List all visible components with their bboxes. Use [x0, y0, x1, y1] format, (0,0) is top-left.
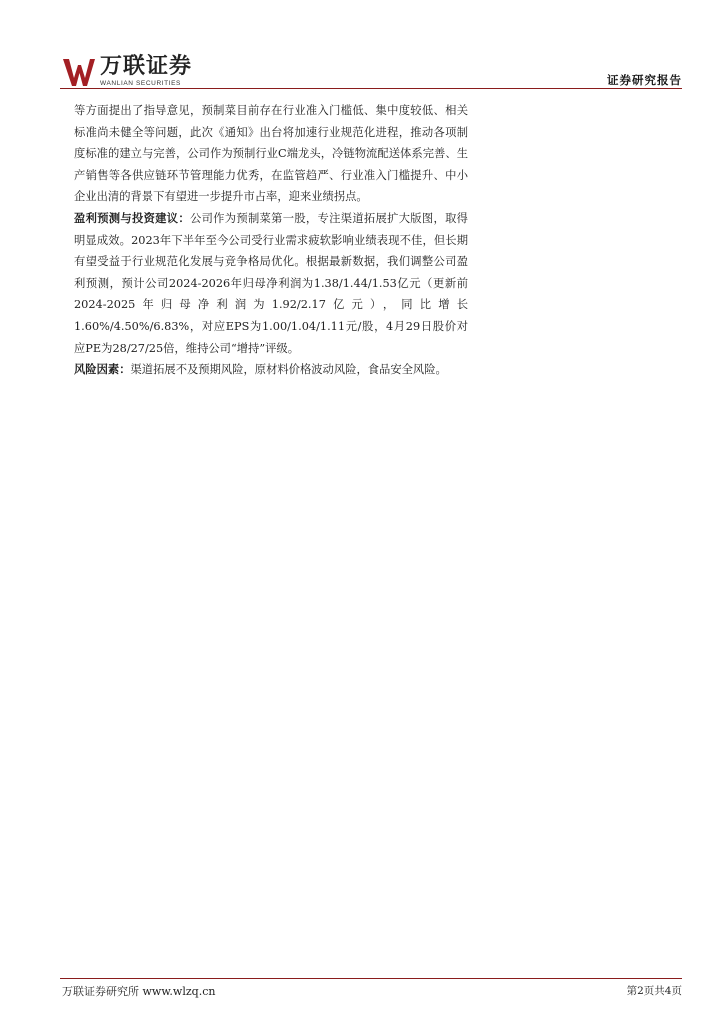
- paragraph-forecast: [74, 208, 468, 359]
- forecast-text: 公司作为预制菜第一股，专注渠道拓展扩大版图，取得明显成效。2023年下半年至今公司受行业需求疲软影响业绩表现不佳，但长期有望受益于行业规范化发展与竞争格局优化。根据最新数据，我们调整公司盈利预测，预计公司2024-2026年归母净利润为1.38/1.44/1.53亿元（更新前2024-2025年归母净利润为1.92/2.17亿元），同比增长1.60%/4.50%/6.83%，对应EPS为1.00/1.04/1.11元/股，4月29日股价对应PE为28/27/25倍，维持公司“增持”评级。: [74, 211, 468, 355]
- report-body: [74, 100, 468, 381]
- header-divider: [60, 88, 682, 89]
- wanlian-logo-icon: [62, 56, 96, 88]
- paragraph-risk: [74, 359, 468, 381]
- forecast-heading: 盈利预测与投资建议：: [74, 211, 190, 225]
- page-number: 第2页共4页: [626, 985, 682, 997]
- risk-text: 渠道拓展不及预期风险，原材料价格波动风险，食品安全风险。: [130, 363, 447, 377]
- footer-source: 万联证券研究所 www.wlzq.cn: [62, 985, 216, 998]
- paragraph-policy: 等方面提出了指导意见，预制菜目前存在行业准入门槛低、集中度较低、相关标准尚未健全等问题，此次《通知》出台将加速行业规范化进程，推动各项制度标准的建立与完善，公司作为预制行业C端龙头，冷链物流配送体系完善、生产销售等各供应链环节管理能力优秀，在监管趋严、行业准入门槛提升、中小企业出清的背景下有望进一步提升市占率，迎来业绩拐点。: [74, 104, 468, 204]
- logo-name-cn: 万联证券: [100, 54, 193, 79]
- logo-name-en: WANLIAN SECURITIES: [100, 80, 181, 87]
- risk-heading: 风险因素：: [74, 363, 131, 377]
- footer-divider: [60, 978, 682, 979]
- report-type-label: 证券研究报告: [607, 73, 682, 87]
- company-logo: [62, 56, 192, 88]
- page-header: [0, 0, 724, 92]
